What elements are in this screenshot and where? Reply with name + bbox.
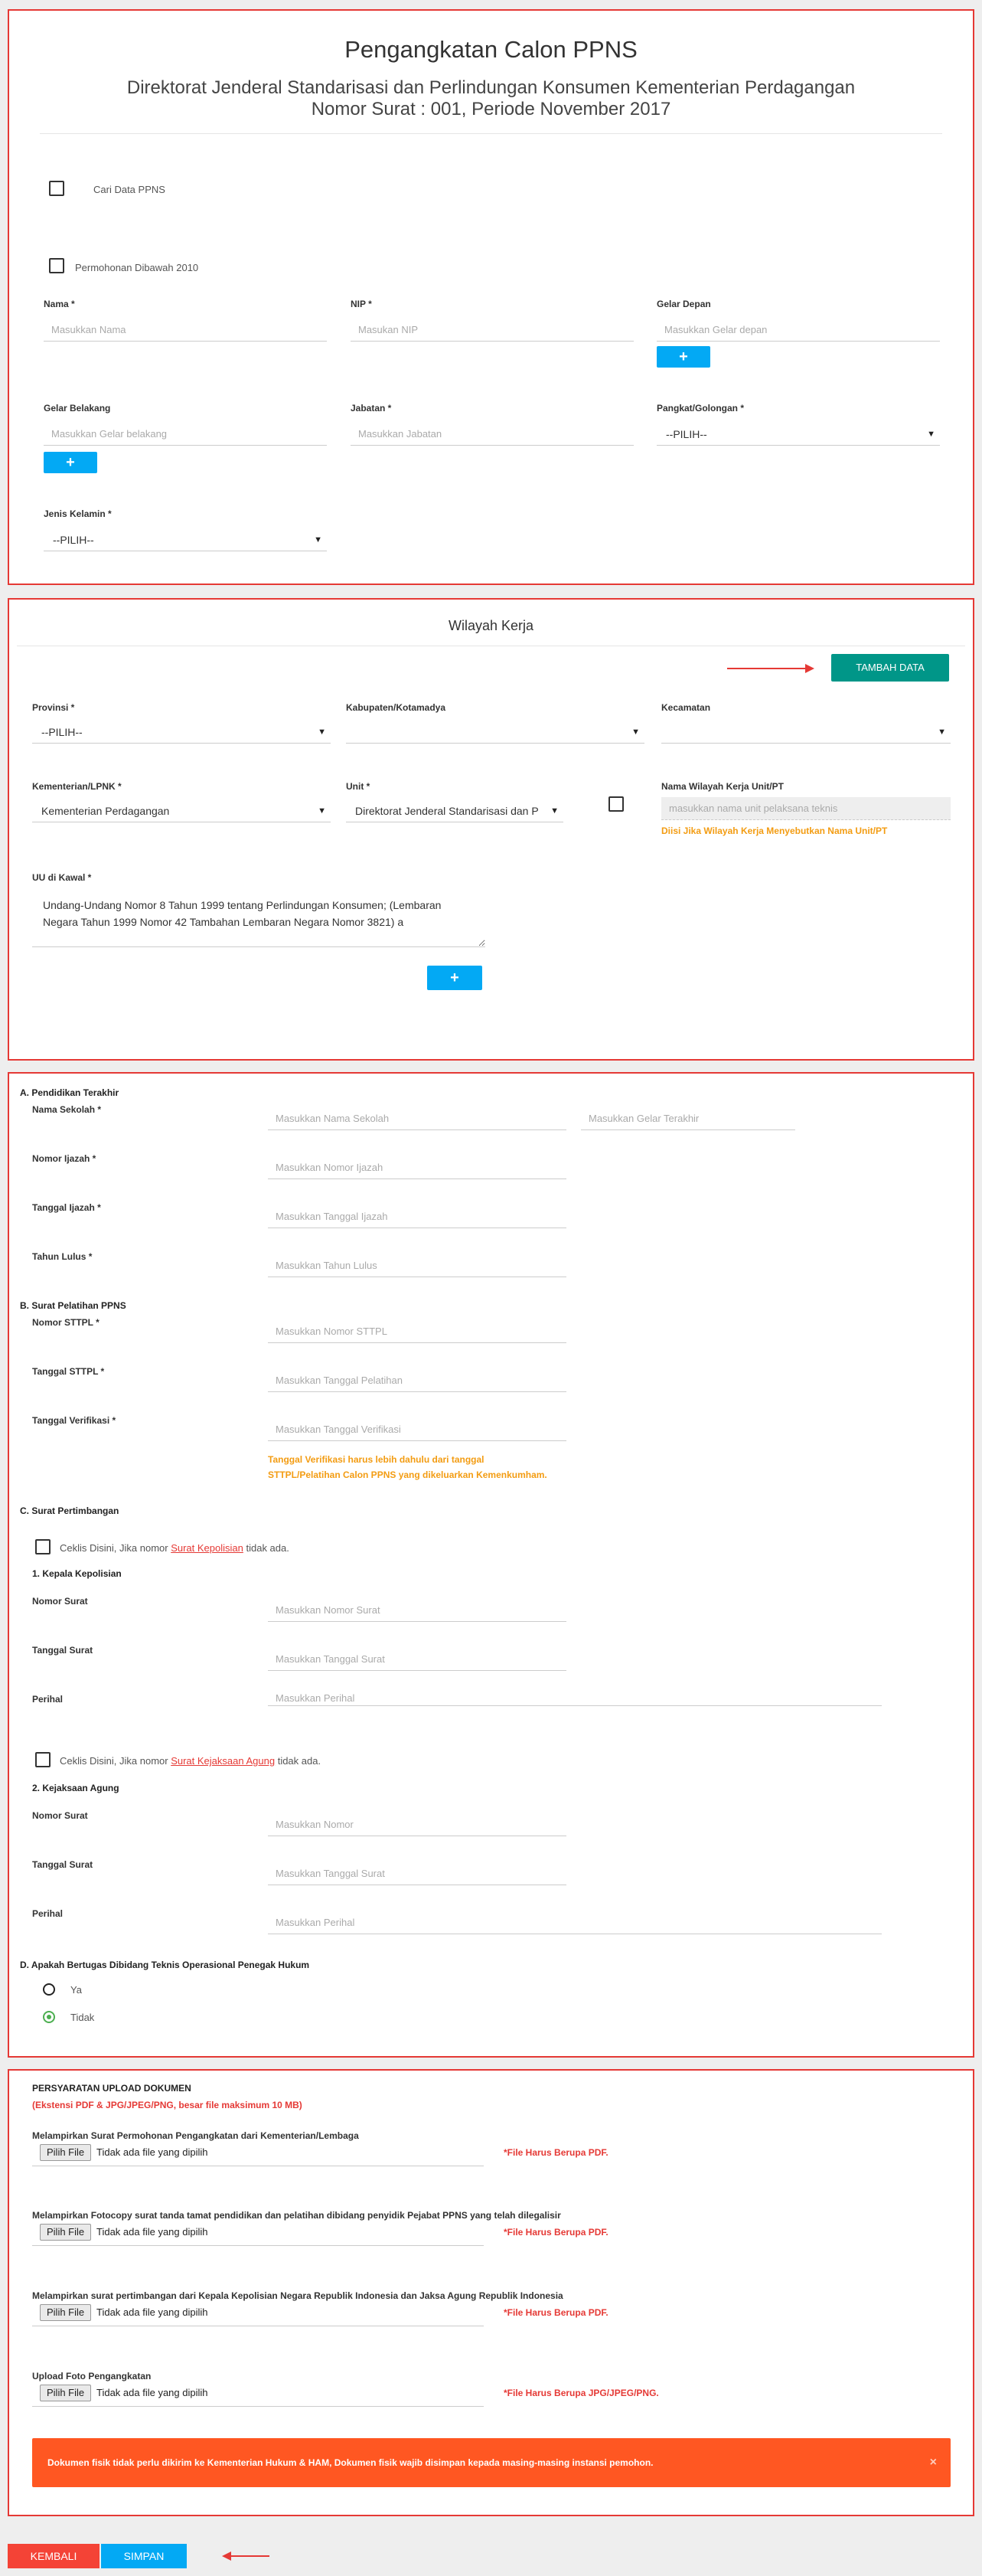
bertugas-tidak-radio[interactable] — [43, 2011, 55, 2023]
k-perihal-label: Perihal — [32, 1908, 64, 1919]
add-gelar-depan-button[interactable]: + — [657, 346, 710, 368]
tanggal-surat-input[interactable] — [268, 1648, 566, 1671]
provinsi-value: --PILIH-- — [41, 726, 83, 738]
panel-wilayah-kerja — [8, 598, 974, 1061]
jenis-kelamin-label: Jenis Kelamin * — [44, 508, 112, 519]
upload-item2-file-button[interactable]: Pilih File — [40, 2224, 91, 2241]
upload-item2-requirement: *File Harus Berupa PDF. — [504, 2227, 608, 2238]
tahun-lulus-label: Tahun Lulus * — [32, 1251, 93, 1262]
kejaksaan-check-label: Ceklis Disini, Jika nomor Surat Kejaksaan Agung tidak ada. — [60, 1755, 321, 1767]
kabupaten-select[interactable] — [346, 721, 644, 744]
bertugas-tidak-label: Tidak — [70, 2012, 95, 2023]
upload-item2-file-status: Tidak ada file yang dipilih — [96, 2226, 208, 2238]
kecamatan-label: Kecamatan — [661, 702, 711, 713]
surat-kepolisian-link[interactable]: Surat Kepolisian — [171, 1542, 243, 1554]
alert-message: Dokumen fisik tidak perlu dikirim ke Kementerian Hukum & HAM, Dokumen fisik wajib disimpan kepada masing-masing instansi pemohon. — [47, 2457, 654, 2468]
tanggal-ijazah-input[interactable] — [268, 1205, 566, 1228]
nama-sekolah-label: Nama Sekolah * — [32, 1104, 102, 1115]
gelar-depan-input[interactable] — [657, 319, 940, 342]
nama-wilayah-hint: Diisi Jika Wilayah Kerja Menyebutkan Nama Unit/PT — [661, 825, 888, 836]
pangkat-select[interactable] — [657, 423, 940, 446]
upload-item3-file-button[interactable]: Pilih File — [40, 2304, 91, 2321]
permohonan-label: Permohonan Dibawah 2010 — [75, 262, 199, 273]
upload-item3-requirement: *File Harus Berupa PDF. — [504, 2307, 608, 2318]
caret-down-icon: ▼ — [318, 727, 326, 737]
tanggal-sttpl-input[interactable] — [268, 1369, 566, 1392]
tanggal-ijazah-label: Tanggal Ijazah * — [32, 1202, 101, 1213]
kepolisian-checkbox[interactable] — [35, 1539, 51, 1554]
gelar-belakang-input[interactable] — [44, 423, 327, 446]
perihal-input[interactable] — [268, 1691, 882, 1706]
jenis-kelamin-select[interactable] — [44, 528, 327, 551]
nip-label: NIP * — [351, 299, 372, 309]
gelar-belakang-label: Gelar Belakang — [44, 403, 111, 414]
gelar-depan-label: Gelar Depan — [657, 299, 711, 309]
pendidikan-section-title: A. Pendidikan Terakhir — [20, 1087, 119, 1098]
caret-down-icon: ▼ — [318, 806, 326, 816]
tanggal-verifikasi-input[interactable] — [268, 1418, 566, 1441]
upload-item4-file-button[interactable]: Pilih File — [40, 2385, 91, 2401]
page-subtitle-line2: Nomor Surat : 001, Periode November 2017 — [311, 99, 671, 119]
caret-down-icon: ▼ — [547, 799, 559, 822]
pangkat-value: --PILIH-- — [666, 428, 707, 440]
add-uu-button[interactable]: + — [427, 966, 482, 990]
panel-upload-dokumen — [8, 2069, 974, 2516]
upload-subtitle: (Ekstensi PDF & JPG/JPEG/PNG, besar file maksimum 10 MB) — [32, 2100, 302, 2110]
bertugas-section-title: D. Apakah Bertugas Dibidang Teknis Operasional Penegak Hukum — [20, 1960, 310, 1970]
nama-input[interactable] — [44, 319, 327, 342]
tanggal-sttpl-label: Tanggal STTPL * — [32, 1366, 105, 1377]
k-nomor-surat-label: Nomor Surat — [32, 1810, 88, 1821]
permohonan-checkbox[interactable] — [49, 258, 64, 273]
upload-item3-file-status: Tidak ada file yang dipilih — [96, 2306, 208, 2318]
upload-item3-label: Melampirkan surat pertimbangan dari Kepala Kepolisian Negara Republik Indonesia dan Jaksa Agung Republik Indonesia — [32, 2290, 563, 2301]
k-tanggal-surat-label: Tanggal Surat — [32, 1859, 93, 1870]
panel-calon-ppns — [8, 9, 974, 585]
kejaksaan-checkbox[interactable] — [35, 1752, 51, 1767]
unit-select[interactable] — [346, 799, 563, 822]
pangkat-label: Pangkat/Golongan * — [657, 403, 745, 414]
unit-value: Direktorat Jenderal Standarisasi dan P — [355, 805, 539, 817]
bertugas-ya-radio[interactable] — [43, 1983, 55, 1996]
upload-item4-label: Upload Foto Pengangkatan — [32, 2371, 152, 2381]
nomor-ijazah-label: Nomor Ijazah * — [32, 1153, 96, 1164]
unit-label: Unit * — [346, 781, 370, 792]
upload-title: PERSYARATAN UPLOAD DOKUMEN — [32, 2083, 191, 2094]
kepolisian-check-label: Ceklis Disini, Jika nomor Surat Kepolisian tidak ada. — [60, 1542, 289, 1554]
k-perihal-input[interactable] — [268, 1911, 882, 1934]
nomor-surat-label: Nomor Surat — [32, 1596, 88, 1607]
upload-item1-requirement: *File Harus Berupa PDF. — [504, 2147, 608, 2158]
k-nomor-surat-input[interactable] — [268, 1813, 566, 1836]
nama-sekolah-input[interactable] — [268, 1107, 566, 1130]
panel-pendidikan — [8, 1072, 974, 2058]
upload-item1-file-status: Tidak ada file yang dipilih — [96, 2146, 208, 2158]
upload-item1-label: Melampirkan Surat Permohonan Pengangkatan dari Kementerian/Lembaga — [32, 2130, 359, 2141]
uu-textarea[interactable] — [32, 892, 485, 947]
divider — [40, 133, 942, 134]
dokumen-fisik-alert — [32, 2438, 951, 2487]
divider — [32, 2406, 484, 2407]
annotation-arrow-icon — [220, 2548, 271, 2564]
kabupaten-label: Kabupaten/Kotamadya — [346, 702, 446, 713]
caret-down-icon: ▼ — [938, 727, 946, 737]
perihal-label: Perihal — [32, 1694, 64, 1705]
wilayah-unit-checkbox[interactable] — [608, 796, 624, 812]
annotation-arrow-icon — [726, 661, 817, 676]
wilayah-title: Wilayah Kerja — [448, 618, 534, 633]
kepolisian-subtitle: 1. Kepala Kepolisian — [32, 1568, 122, 1579]
nomor-ijazah-input[interactable] — [268, 1156, 566, 1179]
kembali-button[interactable]: KEMBALI — [8, 2544, 100, 2568]
verifikasi-hint-line2: STTPL/Pelatihan Calon PPNS yang dikeluarkan Kemenkumham. — [268, 1469, 547, 1480]
kementerian-select[interactable] — [32, 799, 331, 822]
nip-input[interactable] — [351, 319, 634, 342]
provinsi-label: Provinsi * — [32, 702, 75, 713]
jenis-kelamin-value: --PILIH-- — [53, 534, 94, 546]
gelar-terakhir-input[interactable] — [581, 1107, 795, 1130]
pelatihan-section-title: B. Surat Pelatihan PPNS — [20, 1300, 126, 1311]
kementerian-value: Kementerian Perdagangan — [41, 805, 170, 817]
kecamatan-select[interactable] — [661, 721, 951, 744]
add-gelar-belakang-button[interactable]: + — [44, 452, 97, 473]
simpan-button[interactable]: SIMPAN — [101, 2544, 187, 2568]
tanggal-verifikasi-label: Tanggal Verifikasi * — [32, 1415, 116, 1426]
kementerian-label: Kementerian/LPNK * — [32, 781, 122, 792]
cari-data-label: Cari Data PPNS — [93, 184, 165, 195]
caret-down-icon: ▼ — [314, 535, 322, 544]
kejaksaan-subtitle: 2. Kejaksaan Agung — [32, 1783, 119, 1793]
caret-down-icon: ▼ — [927, 430, 935, 439]
provinsi-select[interactable] — [32, 721, 331, 744]
divider — [32, 2245, 484, 2246]
tanggal-surat-label: Tanggal Surat — [32, 1645, 93, 1656]
page-title: Pengangkatan Calon PPNS — [344, 36, 638, 63]
surat-kejaksaan-link[interactable]: Surat Kejaksaan Agung — [171, 1755, 276, 1767]
k-tanggal-surat-input[interactable] — [268, 1862, 566, 1885]
nama-wilayah-label: Nama Wilayah Kerja Unit/PT — [661, 781, 784, 792]
upload-item1-file-button[interactable]: Pilih File — [40, 2144, 91, 2161]
cari-data-checkbox[interactable] — [49, 181, 64, 196]
uu-label: UU di Kawal * — [32, 872, 92, 883]
page-subtitle-line1: Direktorat Jenderal Standarisasi dan Perlindungan Konsumen Kementerian Perdagangan — [126, 77, 856, 98]
verifikasi-hint-line1: Tanggal Verifikasi harus lebih dahulu dari tanggal — [268, 1454, 484, 1465]
upload-item4-file-status: Tidak ada file yang dipilih — [96, 2387, 208, 2398]
nomor-sttpl-input[interactable] — [268, 1320, 566, 1343]
nomor-sttpl-label: Nomor STTPL * — [32, 1317, 100, 1328]
bertugas-ya-label: Ya — [70, 1984, 82, 1996]
jabatan-label: Jabatan * — [351, 403, 392, 414]
pertimbangan-section-title: C. Surat Pertimbangan — [20, 1505, 119, 1516]
nama-label: Nama * — [44, 299, 75, 309]
tambah-data-button[interactable]: TAMBAH DATA — [831, 654, 949, 682]
upload-item2-label: Melampirkan Fotocopy surat tanda tamat pendidikan dan pelatihan dibidang penyidik Pejabat PPNS yang telah dilegalisir — [32, 2210, 561, 2221]
jabatan-input[interactable] — [351, 423, 634, 446]
nomor-surat-input[interactable] — [268, 1599, 566, 1622]
tahun-lulus-input[interactable] — [268, 1254, 566, 1277]
nama-wilayah-input[interactable] — [661, 797, 951, 820]
caret-down-icon: ▼ — [631, 727, 640, 737]
upload-item4-requirement: *File Harus Berupa JPG/JPEG/PNG. — [504, 2388, 659, 2398]
close-icon[interactable]: × — [929, 2456, 937, 2469]
